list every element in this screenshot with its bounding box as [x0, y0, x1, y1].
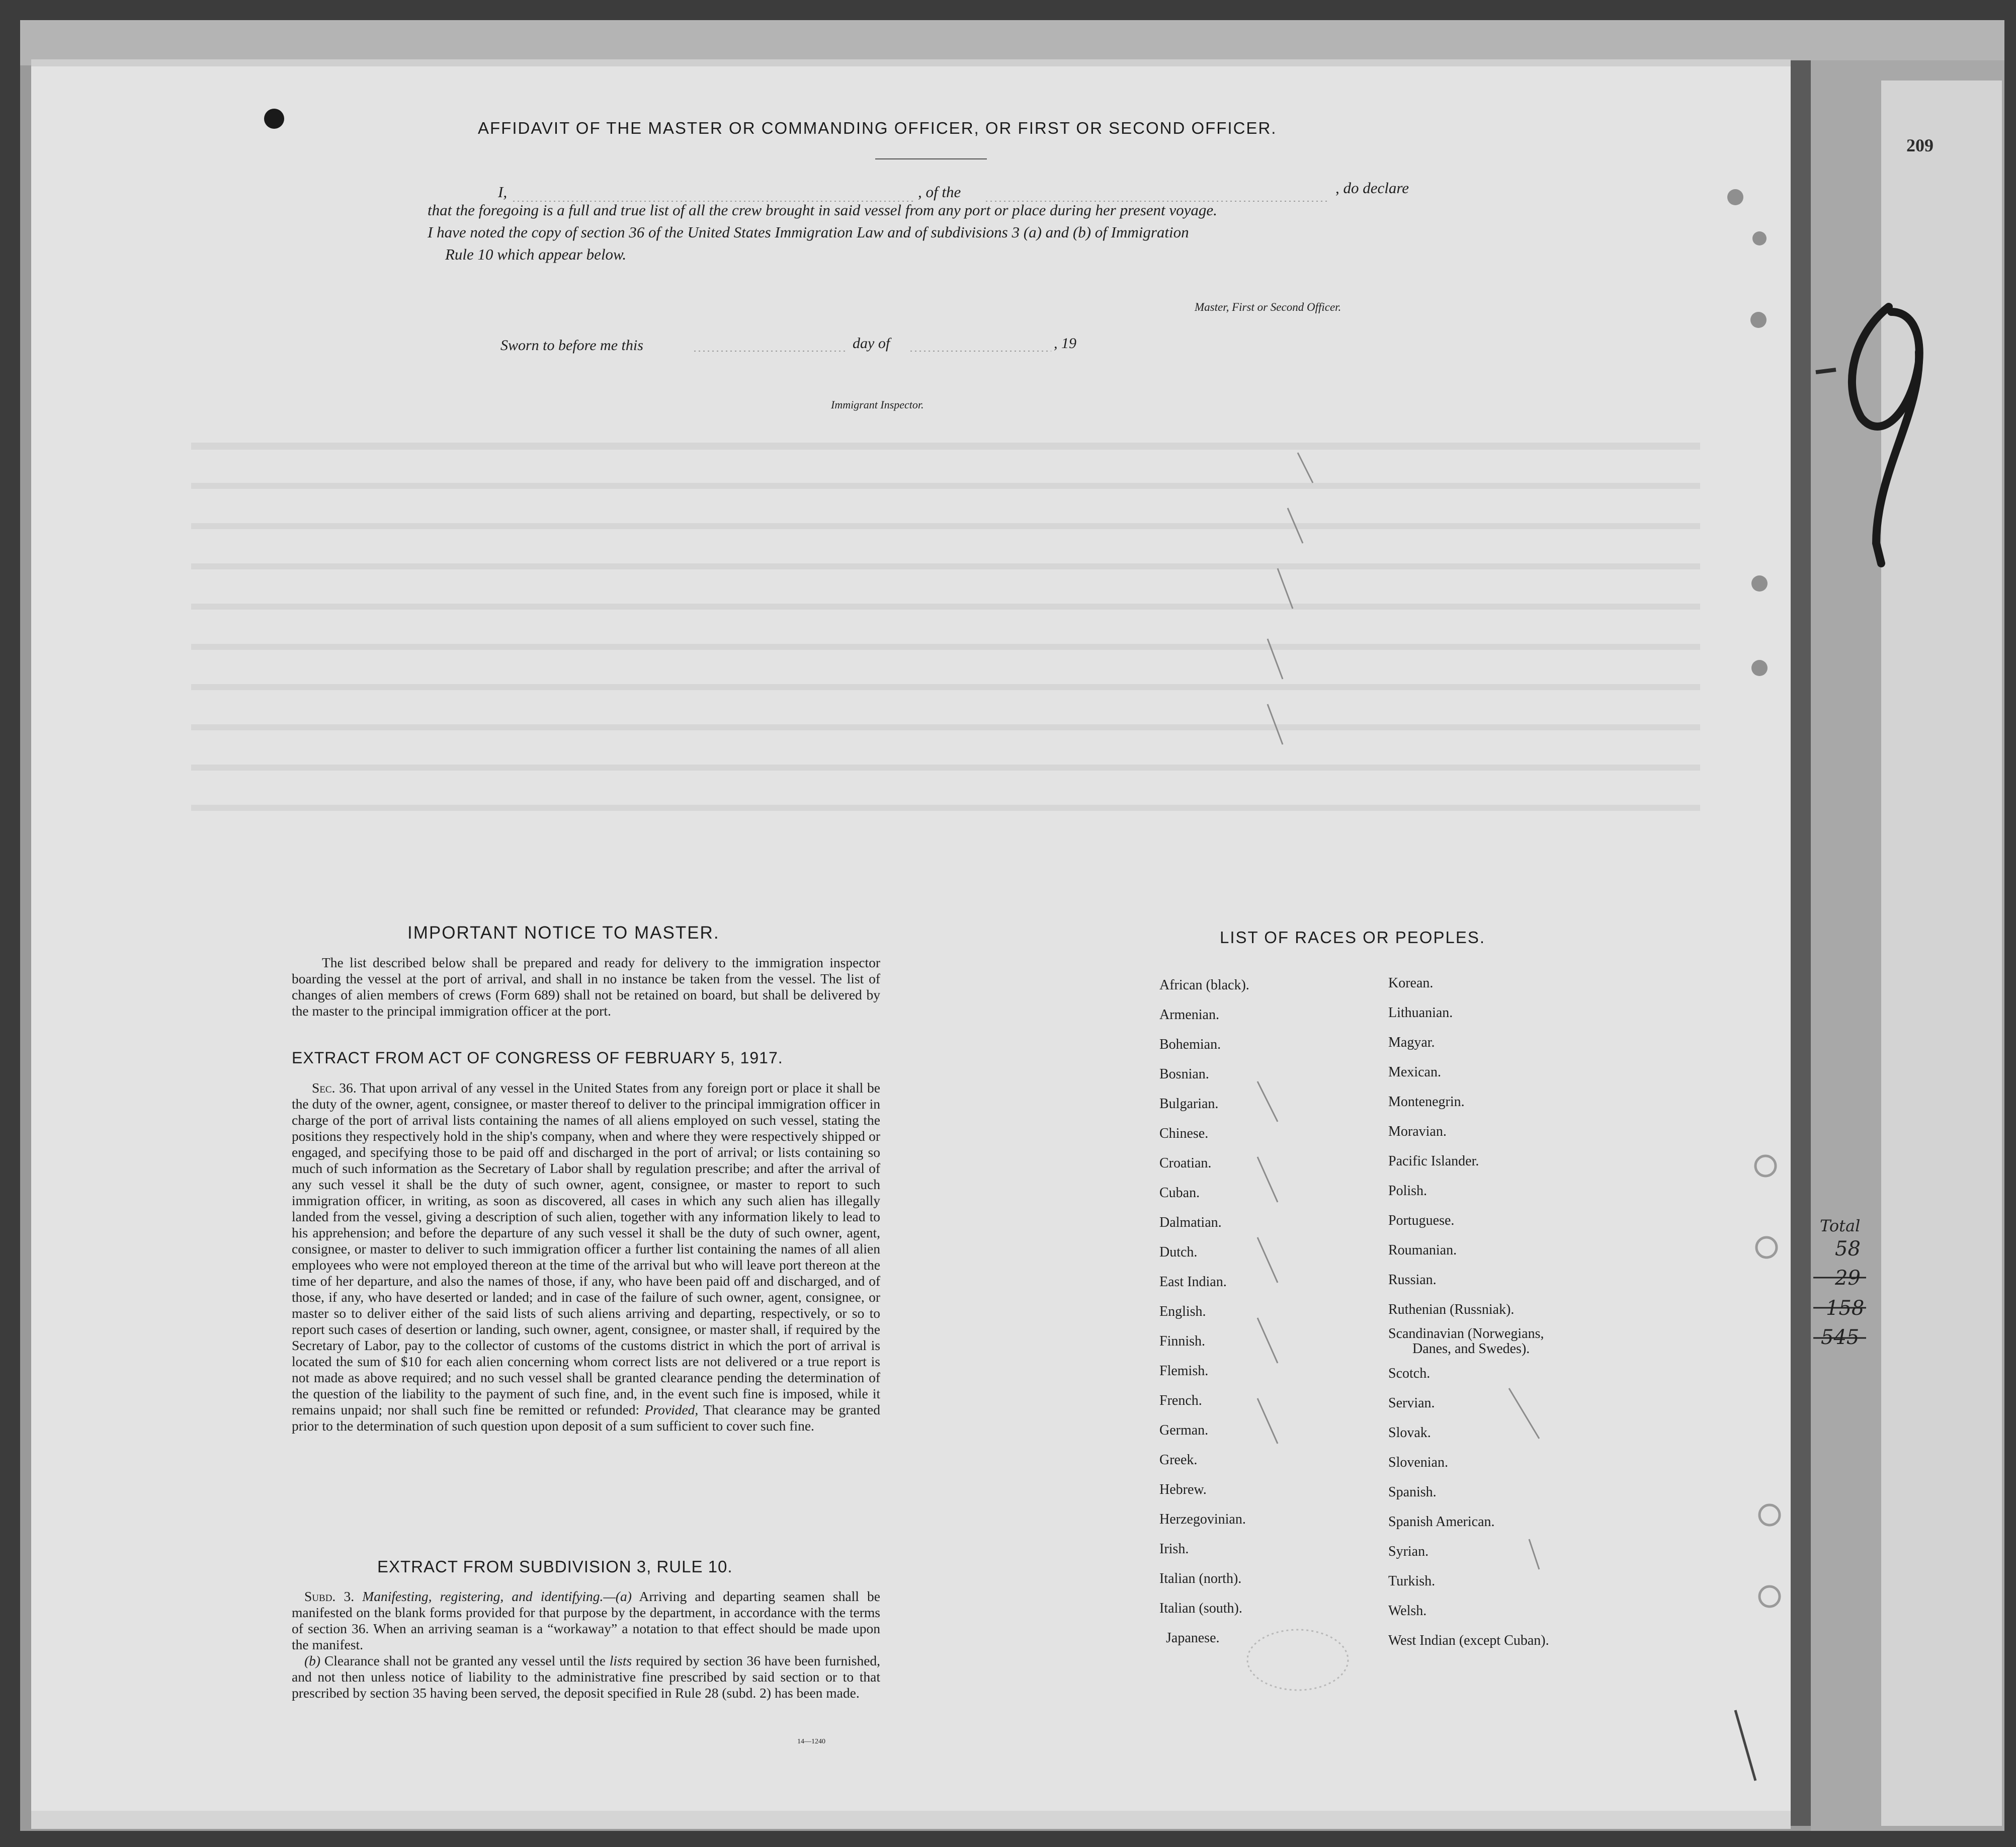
affidavit-of-the: , of the — [918, 183, 961, 201]
race-item: Bohemian. — [1159, 1037, 1221, 1052]
race-item: Cuban. — [1159, 1185, 1200, 1201]
race-item: Chinese. — [1159, 1126, 1209, 1141]
affidavit-title: AFFIDAVIT OF THE MASTER OR COMMANDING OFFICER, OR FIRST OR SECOND OFFICER. — [478, 119, 1277, 137]
race-item: Moravian. — [1388, 1124, 1447, 1139]
rule-para-a: Arriving and departing seamen shall be manifested on the blank forms provided for that purpose by the department, in accordance with the terms of section 36. When an arriving seaman is a “workaway” a notation to that effect should be made upon the manifest. — [292, 1588, 880, 1652]
rule-para-b-2: required by section 36 have been furnished, and not then unless notice of liability to the administrative fine prescribed by said section or to that prescribed by section 35 having been served, the deposit specified in Rule 28 (subd. 2) has been made. — [292, 1653, 881, 1701]
subd-label: Subd. 3. — [304, 1588, 355, 1604]
affidavit-do-declare: , do declare — [1335, 179, 1409, 197]
act-text-end: That clearance may be granted prior to the determination of such question upon deposit of a sum sufficient to cover such fine. — [292, 1402, 880, 1434]
race-item: Ruthenian (Russniak). — [1388, 1302, 1515, 1317]
day-of-text: day of — [853, 335, 890, 352]
inspector-signature-label: Immigrant Inspector. — [831, 398, 924, 411]
races-heading: LIST OF RACES OR PEOPLES. — [1220, 928, 1486, 947]
race-item: Montenegrin. — [1388, 1094, 1465, 1110]
race-item: Dalmatian. — [1159, 1215, 1222, 1230]
race-item: Bosnian. — [1159, 1066, 1209, 1082]
race-item: Dutch. — [1159, 1244, 1198, 1260]
race-item: Japanese. — [1166, 1630, 1220, 1646]
act-heading: EXTRACT FROM ACT OF CONGRESS OF FEBRUARY 5, 1917. — [292, 1049, 783, 1067]
race-item: Scotch. — [1388, 1366, 1431, 1381]
master-signature-label: Master, First or Second Officer. — [1195, 301, 1341, 313]
race-item: Herzegovinian. — [1159, 1512, 1246, 1527]
race-item: Croatian. — [1159, 1155, 1212, 1171]
rule-body — [292, 1588, 880, 1701]
tally-value: 29 — [1835, 1267, 1861, 1290]
race-item: Italian (south). — [1159, 1601, 1242, 1616]
race-item: Roumanian. — [1388, 1242, 1457, 1258]
notice-heading: IMPORTANT NOTICE TO MASTER. — [407, 923, 720, 943]
race-item: Danes, and Swedes). — [1412, 1341, 1530, 1357]
rule-heading: EXTRACT FROM SUBDIVISION 3, RULE 10. — [377, 1557, 733, 1576]
sworn-text: Sworn to before me this — [500, 337, 643, 354]
race-item: German. — [1159, 1422, 1209, 1438]
year-text: , 19 — [1054, 335, 1076, 352]
tally-value: 158 — [1826, 1297, 1865, 1320]
race-item: Spanish. — [1388, 1484, 1437, 1500]
race-item: Lithuanian. — [1388, 1005, 1453, 1021]
race-item: Finnish. — [1159, 1333, 1206, 1349]
race-item: French. — [1159, 1393, 1202, 1408]
race-item: Hebrew. — [1159, 1482, 1207, 1497]
tally-label: Total — [1820, 1216, 1861, 1235]
act-body — [292, 1080, 880, 1434]
page-number: 209 — [1906, 135, 1934, 155]
race-item: Russian. — [1388, 1272, 1437, 1288]
race-item: Magyar. — [1388, 1035, 1435, 1050]
tally-value: 58 — [1835, 1237, 1861, 1261]
race-item: Syrian. — [1388, 1544, 1429, 1559]
race-item: English. — [1159, 1304, 1206, 1319]
race-item: African (black). — [1159, 977, 1249, 993]
rule-para-b-lists: lists — [609, 1653, 632, 1668]
tally-value: 545 — [1821, 1326, 1860, 1349]
race-item: Greek. — [1159, 1452, 1198, 1468]
race-item: Welsh. — [1388, 1603, 1427, 1619]
race-item: Armenian. — [1159, 1007, 1219, 1023]
race-item: Servian. — [1388, 1395, 1435, 1411]
race-item: Polish. — [1388, 1183, 1427, 1199]
race-item: Korean. — [1388, 975, 1434, 991]
act-text: That upon arrival of any vessel in the United States from any foreign port or place it shall be the duty of the owner, agent, consignee, or master thereof to deliver to the principal immigration officer in charge of the port of arrival lists containing the names of all aliens employed on such vessel, stating the positions they respectively hold in the ship's company, when and where they were respectively shipped or engaged, and specifying those to be paid off and discharged in the port of arrival; or lists containing so much of such information as the Secretary of Labor shall by regulation prescribe; and after the arrival of any such vessel it shall be the duty of such owner, agent, consignee, or master to report to such immigration officer, in writing, as soon as discovered, all cases in which any such alien has illegally landed from the vessel, giving a description of such alien, together with any information likely to lead to his apprehension; and before the departure of any such vessel it shall be the duty of such owner, agent, consignee, or master to deliver to such immigration officer a further list containing the names of all alien employees who were not employed thereon at the time of the arrival but who will leave port thereon at the time of her departure, and also the names of those, if any, who have been paid off and discharged, and of those, if any, who have deserted or landed; and in case of the failure of such owner, agent, consignee, or master so to deliver either of the said lists of such aliens arriving and departing, respectively, or so to report such cases of desertion or landing, such owner, agent, consignee, or master shall, if required by the Secretary of Labor, pay to the collector of customs of the customs district in which the port of arrival is located the sum of $10 for each alien concerning whom correct lists are not delivered or a true report is not made as above required; and no such vessel shall be granted clearance pending the determination of the question of the liability to the payment of such fine, and, in the event such fine is imposed, while it remains unpaid; nor shall such fine be remitted or refunded: — [292, 1080, 880, 1417]
affidavit-line-2: that the foregoing is a full and true list of all the crew brought in said vessel from any port or place during her present voyage. — [428, 201, 1217, 219]
affidavit-line-4: Rule 10 which appear below. — [445, 245, 627, 263]
race-item: Spanish American. — [1388, 1514, 1495, 1530]
act-provided: Provided, — [644, 1402, 699, 1417]
race-item: Flemish. — [1159, 1363, 1209, 1379]
race-item: Bulgarian. — [1159, 1096, 1219, 1112]
subd-title: Manifesting, registering, and identifying.—(a) — [362, 1588, 632, 1604]
notice-body: The list described below shall be prepared and ready for delivery to the immigration inspector boarding the vessel at the port of arrival, and shall in no instance be taken from the vessel. The list of changes of alien members of crews (Form 689) shall not be retained on board, but shall be delivered by the master to the principal immigration officer at the port. — [292, 955, 880, 1019]
sec-label: Sec. 36. — [312, 1080, 357, 1096]
race-item: Irish. — [1159, 1541, 1189, 1557]
race-item: Slovak. — [1388, 1425, 1431, 1441]
race-item: Mexican. — [1388, 1064, 1441, 1080]
race-item: West Indian (except Cuban). — [1388, 1633, 1549, 1648]
race-item: Portuguese. — [1388, 1213, 1455, 1228]
affidavit-line-3: I have noted the copy of section 36 of the United States Immigration Law and of subdivisions 3 (a) and (b) of Immigration — [428, 223, 1189, 241]
rule-b-label: (b) — [304, 1653, 321, 1668]
affidavit-i: I, — [498, 183, 508, 201]
race-item: Scandinavian (Norwegians, — [1388, 1326, 1544, 1341]
race-item: Pacific Islander. — [1388, 1153, 1479, 1169]
race-item: Italian (north). — [1159, 1571, 1242, 1586]
rule-para-b-1: Clearance shall not be granted any vessel until the — [324, 1653, 606, 1668]
race-item: East Indian. — [1159, 1274, 1227, 1290]
race-item: Slovenian. — [1388, 1455, 1448, 1470]
form-code: 14—1240 — [797, 1738, 825, 1745]
race-item: Turkish. — [1388, 1573, 1436, 1589]
